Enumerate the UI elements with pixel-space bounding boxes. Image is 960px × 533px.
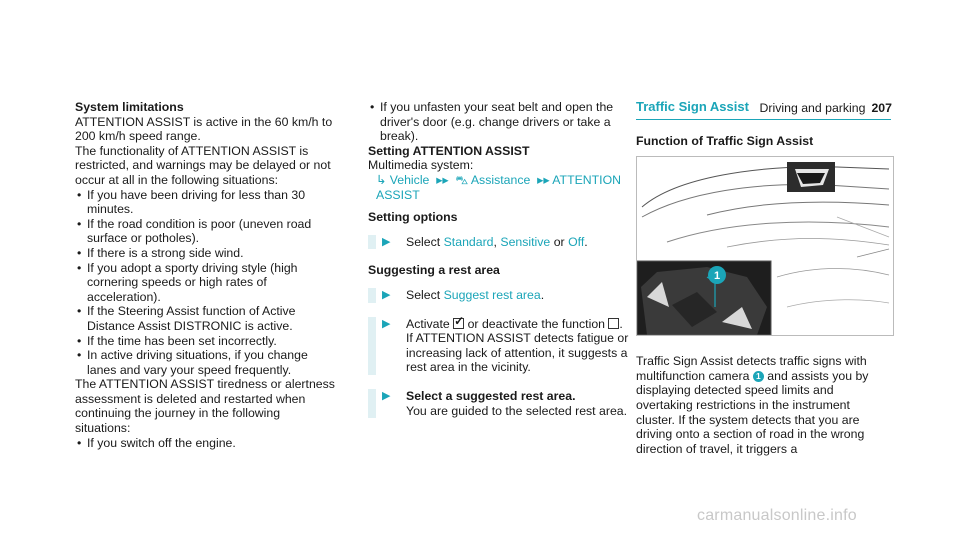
car-icon: ⛍ bbox=[452, 172, 469, 187]
system-limitations-title: System limitations bbox=[75, 100, 184, 114]
step-arrow-icon: ▶ bbox=[382, 235, 391, 248]
bullet-list bbox=[75, 188, 337, 378]
activate-word: Activate bbox=[406, 316, 450, 331]
option-standard[interactable]: Standard bbox=[443, 234, 494, 249]
list-item: • In active driving situations, if you change lanes and vary your speed frequently. bbox=[75, 348, 337, 377]
option-off[interactable]: Off bbox=[568, 234, 585, 249]
step-arrow-icon: ▶ bbox=[382, 389, 391, 402]
column-right bbox=[636, 100, 891, 456]
path-assistance[interactable]: Assistance bbox=[470, 172, 531, 187]
list-item: • If the Steering Assist function of Active Distance Assist DISTRONIC is active. bbox=[75, 304, 337, 333]
path-vehicle[interactable]: Vehicle bbox=[389, 172, 430, 187]
paragraph: The ATTENTION ASSIST tiredness or alertness assessment is deleted and restarted when continuing the journey in the following situations: bbox=[75, 377, 335, 436]
callout-label: 1 bbox=[713, 270, 721, 283]
step-select-rest-area bbox=[368, 389, 630, 418]
select-word: Select bbox=[406, 287, 441, 302]
option-sensitive[interactable]: Sensitive bbox=[500, 234, 551, 249]
watermark: carmanualsonline.info bbox=[697, 507, 857, 524]
select-rest-title: Select a suggested rest area. bbox=[406, 388, 576, 403]
setting-title: Setting ATTENTION ASSIST bbox=[368, 143, 530, 158]
setting-options-title: Setting options bbox=[368, 210, 458, 225]
function-subtitle: Function of Traffic Sign Assist bbox=[636, 133, 814, 148]
path-arrow-icon: ↳ bbox=[376, 172, 387, 187]
list-item: • If you have been driving for less than 30 minutes. bbox=[75, 188, 337, 217]
description-part-b: and assists you by displaying detected speed limits and overtaking restrictions in the instrument cluster. If the system detects that you are driving onto a section of road in the wrong direction of travel, it triggers a bbox=[636, 368, 869, 456]
paragraph: ATTENTION ASSIST is active in the 60 km/h to 200 km/h speed range. bbox=[75, 114, 333, 144]
select-rest-text: You are guided to the selected rest area. bbox=[406, 403, 628, 418]
car-windshield-illustration bbox=[637, 157, 893, 335]
list-item: • If the road condition is poor (uneven road surface or potholes). bbox=[75, 217, 337, 246]
checkbox-checked-icon bbox=[453, 318, 464, 329]
bullet-list bbox=[75, 436, 337, 451]
or-word: or bbox=[553, 234, 565, 249]
page-number: 207 bbox=[871, 101, 892, 115]
path-attention-assist[interactable]: ATTENTION ASSIST bbox=[376, 172, 622, 202]
section-title: Driving and parking bbox=[759, 101, 866, 115]
traffic-sign-assist-title: Traffic Sign Assist bbox=[636, 100, 891, 120]
list-item: • If there is a strong side wind. bbox=[75, 246, 337, 261]
list-item: • If you unfasten your seat belt and open the driver's door (e.g. change drivers or take a break). bbox=[368, 100, 630, 144]
paragraph: The functionality of ATTENTION ASSIST is restricted, and warnings may be delayed or not occur at all in the following situations: bbox=[75, 143, 331, 187]
column-left bbox=[75, 100, 337, 450]
camera-illustration bbox=[636, 156, 894, 336]
step-select-option: ▶ Select Standard, Sensitive or Off. bbox=[368, 235, 630, 250]
select-word: Select bbox=[406, 234, 441, 249]
checkbox-empty-icon bbox=[608, 318, 619, 329]
column-middle bbox=[368, 100, 630, 432]
step-arrow-icon: ▶ bbox=[382, 317, 391, 330]
list-item: • If you adopt a sporty driving style (high cornering speeds or high rates of acceleration). bbox=[75, 261, 337, 305]
description-part-a: Traffic Sign Assist detects traffic signs with multifunction camera bbox=[636, 354, 867, 383]
step-suggest-rest-area: ▶ Select Suggest rest area. bbox=[368, 288, 630, 303]
description bbox=[636, 354, 891, 456]
callout-badge: 1 bbox=[753, 371, 764, 382]
activate-text: If ATTENTION ASSIST detects fatigue or increasing lack of attention, it suggests a rest area in the vicinity. bbox=[406, 331, 629, 375]
multimedia-label: Multimedia system: bbox=[368, 158, 474, 173]
chevron-right-icon: ▸▸ bbox=[533, 172, 550, 187]
bullet-list bbox=[368, 100, 630, 144]
step-arrow-icon: ▶ bbox=[382, 288, 391, 301]
suggest-title: Suggesting a rest area bbox=[368, 263, 500, 278]
list-item: • If the time has been set incorrectly. bbox=[75, 334, 337, 349]
list-item: • If you switch off the engine. bbox=[75, 436, 337, 451]
step-activate: ▶ Activate ✓ or deactivate the function . If ATTENTION ASSIST detects fatigue or increasing lack of attention, it suggests a rest area in the vicinity. bbox=[368, 317, 630, 375]
chevron-right-icon: ▸▸ bbox=[432, 172, 449, 187]
suggest-rest-area-link[interactable]: Suggest rest area bbox=[443, 287, 541, 302]
activate-middle: or deactivate the function bbox=[467, 316, 605, 331]
menu-path bbox=[368, 173, 630, 202]
